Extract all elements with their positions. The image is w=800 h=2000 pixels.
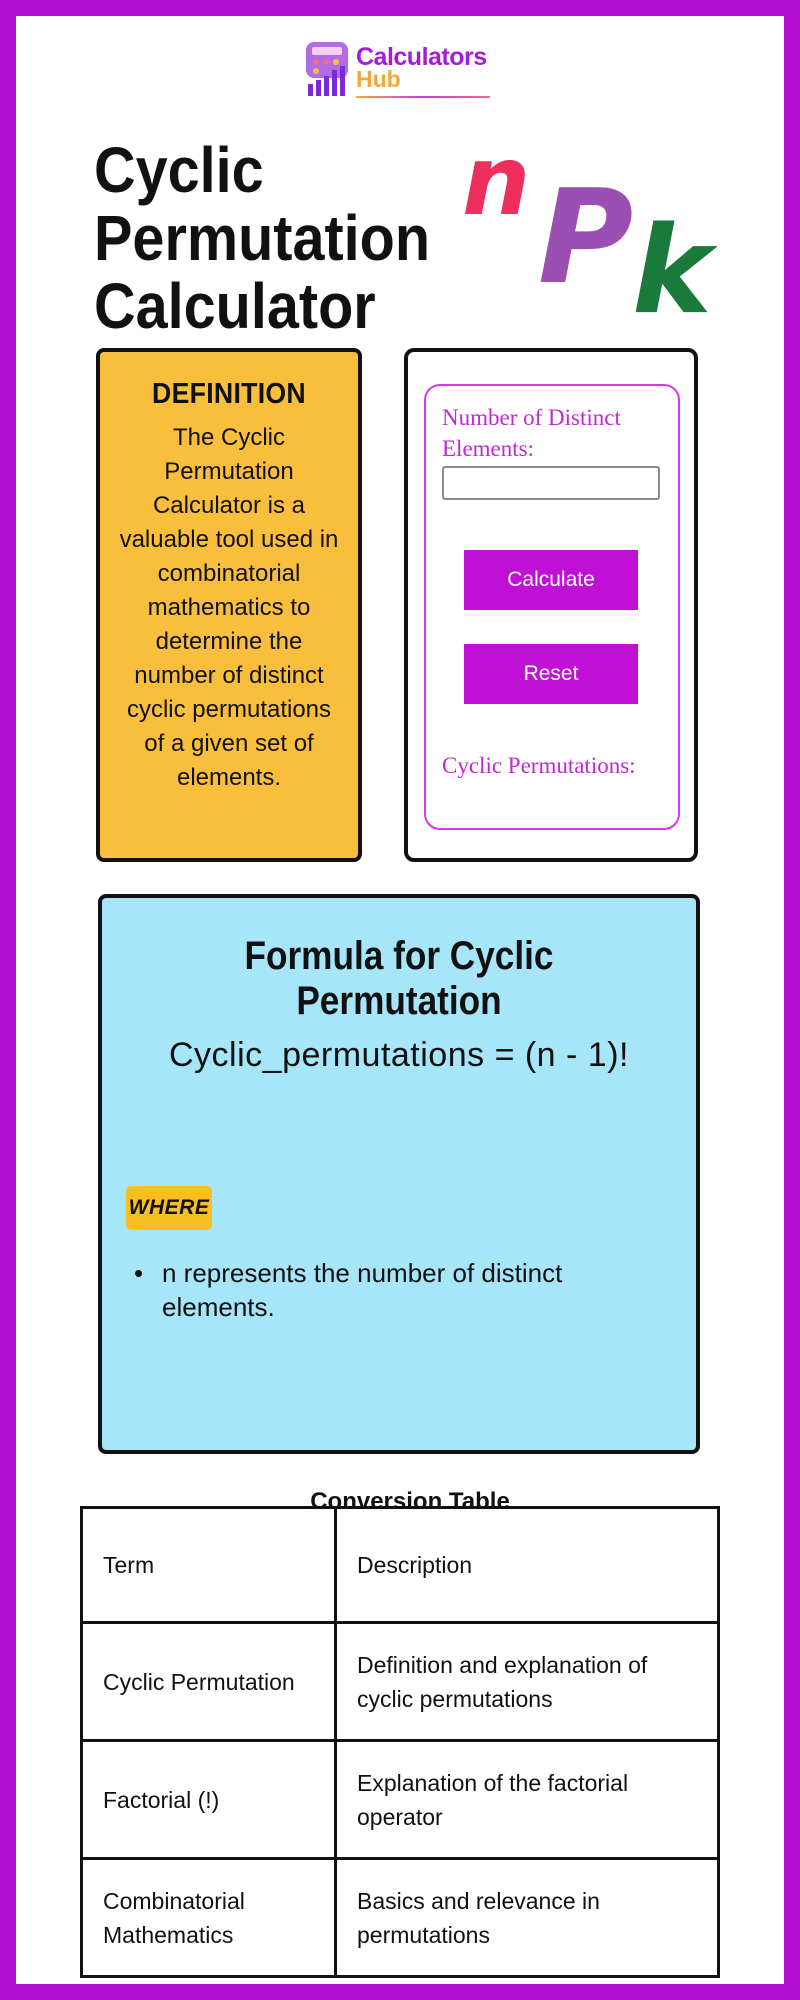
logo-line-calculators: Calculators: [356, 43, 487, 71]
distinct-elements-input[interactable]: [442, 466, 660, 500]
calculator-logo-icon: [304, 40, 352, 98]
table-row: [82, 1741, 719, 1859]
conversion-table: [80, 1506, 720, 1978]
letter-p: P: [538, 161, 634, 313]
formula-card: [98, 894, 700, 1454]
result-label: Cyclic Permutations:: [442, 753, 636, 778]
calculators-hub-logo[interactable]: [304, 40, 504, 102]
table-cell-description: Definition and explanation of cyclic permutations: [336, 1623, 719, 1741]
table-row: [82, 1859, 719, 1977]
table-cell-description: Explanation of the factorial operator: [336, 1741, 719, 1859]
table-header-description: Description: [336, 1508, 719, 1623]
calculator-card: [404, 348, 698, 862]
definition-text: The Cyclic Permutation Calculator is a valuable tool used in combinatorial mathematics to determine the number of distinct cyclic permutations of a given set of elements.: [119, 424, 339, 791]
table-header-row: [82, 1508, 719, 1623]
logo-line-hub: Hub: [356, 66, 401, 92]
table-cell-term: Combinatorial Mathematics: [82, 1859, 336, 1977]
letter-n: n: [462, 136, 531, 237]
where-badge: WHERE: [126, 1186, 212, 1230]
reset-button[interactable]: Reset: [464, 644, 638, 704]
calculate-button[interactable]: Calculate: [464, 550, 638, 610]
logo-text: [356, 44, 487, 92]
formula-heading: Formula for Cyclic Permutation: [244, 934, 554, 1023]
npk-decoration: [456, 136, 736, 336]
table-cell-term: Cyclic Permutation: [82, 1623, 336, 1741]
where-item: • n represents the number of distinct elements.: [134, 1256, 634, 1324]
table-caption: Conversion Table: [310, 1488, 510, 1515]
table-row: [82, 1623, 719, 1741]
calculator-form: [424, 384, 680, 830]
definition-card: [96, 348, 362, 862]
formula-expression: Cyclic_permutations = (n - 1)!: [169, 1036, 629, 1074]
where-list: [134, 1256, 634, 1324]
distinct-elements-label: Number of Distinct Elements:: [442, 405, 621, 461]
page-title: Cyclic Permutation Calculator: [94, 134, 431, 342]
definition-heading: DEFINITION: [152, 378, 306, 410]
logo-underline: [356, 96, 490, 98]
table-cell-term: Factorial (!): [82, 1741, 336, 1859]
table-cell-description: Basics and relevance in permutations: [336, 1859, 719, 1977]
table-header-term: Term: [82, 1508, 336, 1623]
letter-k: k: [632, 202, 712, 336]
page: [16, 16, 784, 1984]
